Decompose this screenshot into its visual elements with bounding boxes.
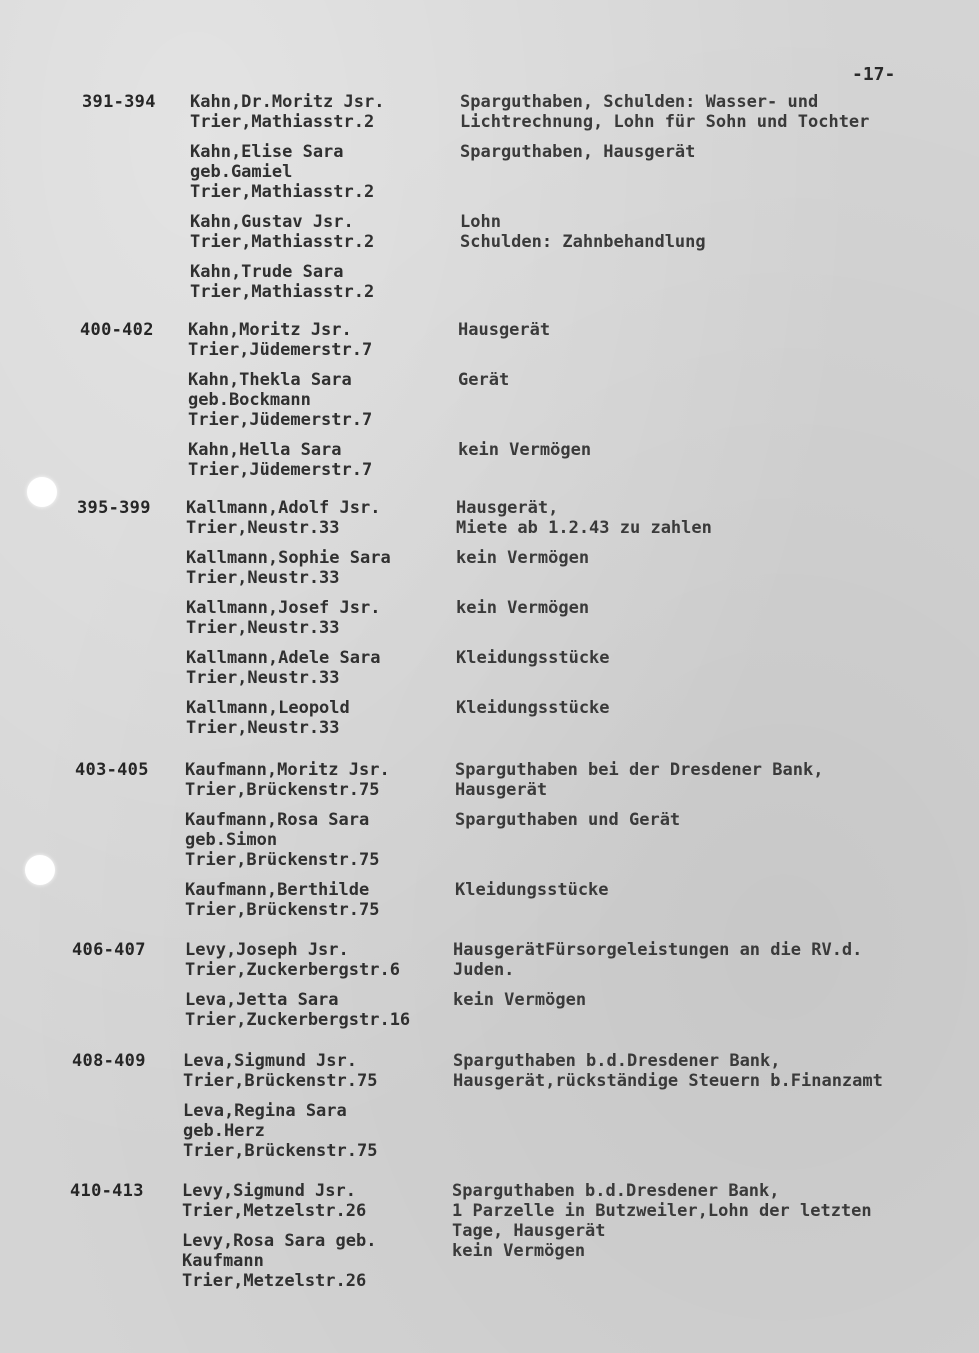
asset-description: kein Vermögen — [456, 598, 590, 618]
asset-description: kein Vermögen — [453, 990, 587, 1010]
person-name: Kahn,Hella Sara Trier,Jüdemerstr.7 — [188, 440, 373, 480]
asset-description: Sparguthaben und Gerät — [455, 810, 681, 830]
record-number: 395-399 — [77, 498, 151, 518]
person-name: Kahn,Gustav Jsr. Trier,Mathiasstr.2 — [190, 212, 375, 252]
asset-description: Sparguthaben b.d.Dresdener Bank, 1 Parzelle in Butzweiler,Lohn der letzten Tage, Hausgerät kein Vermögen — [452, 1181, 872, 1261]
record-number: 400-402 — [80, 320, 154, 340]
asset-description: Hausgerät, Miete ab 1.2.43 zu zahlen — [456, 498, 712, 538]
person-name: Levy,Sigmund Jsr. Trier,Metzelstr.26 — [182, 1181, 367, 1221]
person-name: Kahn,Thekla Sara geb.Bockmann Trier,Jüdemerstr.7 — [188, 370, 373, 430]
asset-description: kein Vermögen — [458, 440, 592, 460]
asset-description: Lohn Schulden: Zahnbehandlung — [460, 212, 706, 252]
person-name: Leva,Jetta Sara Trier,Zuckerbergstr.16 — [185, 990, 411, 1030]
person-name: Leva,Regina Sara geb.Herz Trier,Brückenstr.75 — [183, 1101, 378, 1161]
person-name: Kahn,Moritz Jsr. Trier,Jüdemerstr.7 — [188, 320, 373, 360]
record-number: 408-409 — [72, 1051, 146, 1071]
person-name: Kahn,Dr.Moritz Jsr. Trier,Mathiasstr.2 — [190, 92, 385, 132]
person-name: Kallmann,Adolf Jsr. Trier,Neustr.33 — [186, 498, 381, 538]
person-name: Kallmann,Sophie Sara Trier,Neustr.33 — [186, 548, 391, 588]
person-name: Levy,Joseph Jsr. Trier,Zuckerbergstr.6 — [185, 940, 400, 980]
page-number: -17- — [852, 64, 896, 85]
record-number: 403-405 — [75, 760, 149, 780]
punch-hole-bottom — [25, 855, 55, 885]
person-name: Kaufmann,Moritz Jsr. Trier,Brückenstr.75 — [185, 760, 390, 800]
person-name: Levy,Rosa Sara geb. Kaufmann Trier,Metzelstr.26 — [182, 1231, 377, 1291]
asset-description: Gerät — [458, 370, 510, 390]
asset-description: Sparguthaben bei der Dresdener Bank, Hausgerät — [455, 760, 824, 800]
record-number: 410-413 — [70, 1181, 144, 1201]
asset-description: HausgerätFürsorgeleistungen an die RV.d. Juden. — [453, 940, 863, 980]
person-name: Kallmann,Leopold Trier,Neustr.33 — [186, 698, 350, 738]
asset-description: Sparguthaben, Hausgerät — [460, 142, 696, 162]
person-name: Kaufmann,Rosa Sara geb.Simon Trier,Brückenstr.75 — [185, 810, 380, 870]
asset-description: Kleidungsstücke — [455, 880, 609, 900]
person-name: Kaufmann,Berthilde Trier,Brückenstr.75 — [185, 880, 380, 920]
asset-description: Kleidungsstücke — [456, 648, 610, 668]
asset-description: Sparguthaben b.d.Dresdener Bank, Hausgerät,rückständige Steuern b.Finanzamt — [453, 1051, 883, 1091]
record-number: 406-407 — [72, 940, 146, 960]
person-name: Leva,Sigmund Jsr. Trier,Brückenstr.75 — [183, 1051, 378, 1091]
person-name: Kahn,Trude Sara Trier,Mathiasstr.2 — [190, 262, 375, 302]
person-name: Kahn,Elise Sara geb.Gamiel Trier,Mathiasstr.2 — [190, 142, 375, 202]
asset-description: kein Vermögen — [456, 548, 590, 568]
punch-hole-top — [27, 477, 57, 507]
person-name: Kallmann,Josef Jsr. Trier,Neustr.33 — [186, 598, 381, 638]
asset-description: Sparguthaben, Schulden: Wasser- und Lichtrechnung, Lohn für Sohn und Tochter — [460, 92, 870, 132]
asset-description: Hausgerät — [458, 320, 551, 340]
record-number: 391-394 — [82, 92, 156, 112]
person-name: Kallmann,Adele Sara Trier,Neustr.33 — [186, 648, 381, 688]
asset-description: Kleidungsstücke — [456, 698, 610, 718]
